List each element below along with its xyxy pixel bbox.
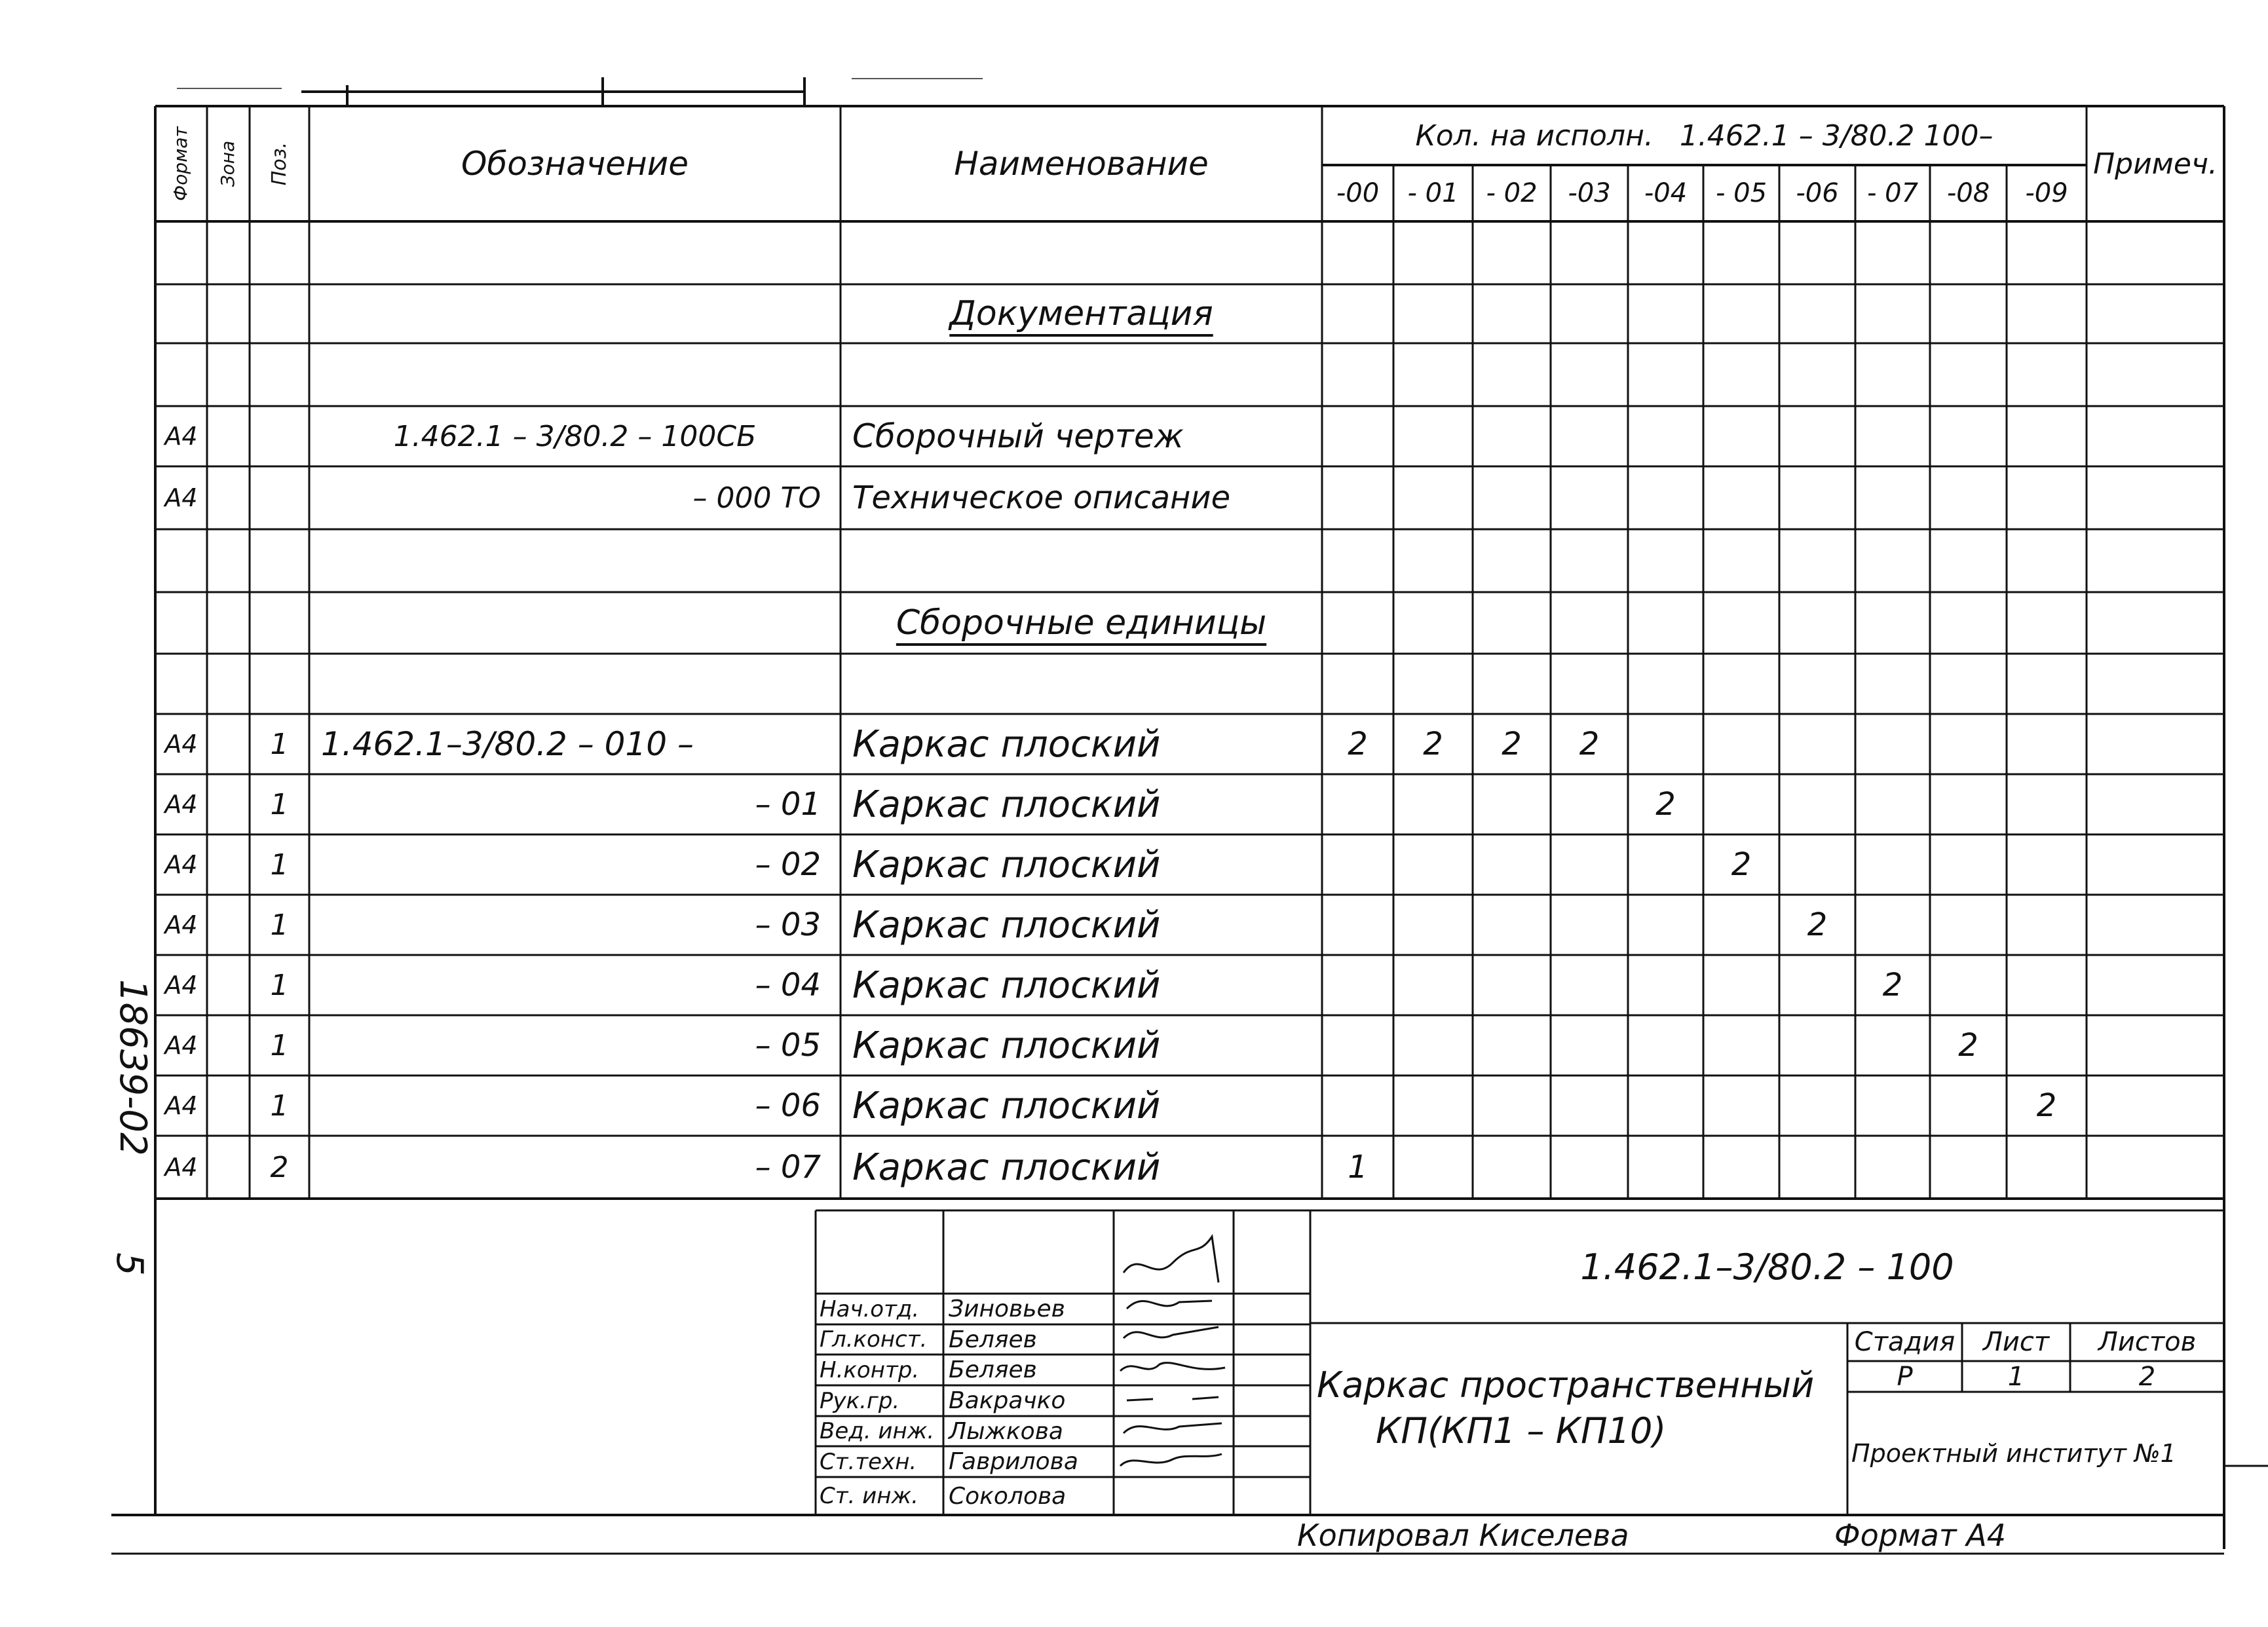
unit-row-3-designation: – 02 [755,846,821,883]
unit-row-4-qty-8 [1930,895,2007,955]
unit-row-1-position: 1 [270,727,289,761]
unit-row-6-qty-0 [1322,1015,1393,1075]
unit-row-5-name: Каркас плоский [852,963,1161,1007]
doc-row-2-name: Техническое описание [852,479,1231,516]
unit-row-2-qty-1 [1393,774,1473,834]
unit-row-8-qty-4 [1628,1136,1703,1199]
unit-row-7-qty-3 [1551,1075,1628,1136]
unit-row-3-qty-4 [1628,834,1703,895]
unit-row-1-qty-8 [1930,714,2007,774]
unit-row-6-designation: – 05 [755,1027,821,1064]
unit-row-8-qty-7 [1855,1136,1930,1199]
unit-row-4-designation: – 03 [755,907,821,943]
unit-row-7-format: А4 [164,1091,198,1120]
unit-row-5-qty-3 [1551,955,1628,1015]
unit-row-5-qty-7: 2 [1882,967,1903,1003]
signer-name: Вакрачко [949,1387,1066,1414]
unit-row-8-position: 2 [270,1150,289,1184]
unit-row-2-position: 1 [270,787,289,821]
qty-header [1322,106,2087,165]
unit-row-3-name: Каркас плоский [852,843,1161,886]
unit-row-5-qty-2 [1473,955,1551,1015]
unit-row-8-qty-8 [1930,1136,2007,1199]
unit-row-1-name: Каркас плоский [852,722,1161,766]
unit-row-4-qty-2 [1473,895,1551,955]
unit-row-8-qty-6 [1779,1136,1855,1199]
unit-row-7-qty-0 [1322,1075,1393,1136]
unit-row-5-designation: – 04 [755,967,821,1003]
unit-row-5-qty-6 [1779,955,1855,1015]
unit-row-6-position: 1 [270,1028,289,1062]
sheets-value: 2 [2138,1361,2156,1392]
signer-name: Лыжкова [949,1417,1063,1445]
unit-row-2-qty-2 [1473,774,1551,834]
unit-row-6-qty-7 [1855,1015,1930,1075]
title-line-2: КП(КП1 – КП10) [1376,1410,1667,1451]
signer-name: Беляев [949,1356,1037,1383]
side-stamp: 18639-02 [111,979,154,1156]
unit-row-5-qty-0 [1322,955,1393,1015]
qty-label: Кол. на исполн. [1415,119,1654,153]
unit-row-1-qty-0: 2 [1348,726,1368,762]
signature-marks [1114,1210,1234,1515]
unit-row-4-qty-9 [2007,895,2087,955]
unit-row-2-designation: – 01 [755,786,821,823]
unit-row-1-qty-3: 2 [1579,726,1600,762]
unit-row-8-qty-3 [1551,1136,1628,1199]
signer-name: Зиновьев [949,1296,1065,1322]
signer-role: Вед. инж. [820,1418,935,1444]
unit-row-2-format: А4 [164,790,198,819]
unit-row-4-qty-5 [1703,895,1779,955]
section-documentation-label: Документация [949,294,1213,333]
unit-row-4-qty-0 [1322,895,1393,955]
unit-row-2-name: Каркас плоский [852,783,1161,826]
unit-row-6-qty-4 [1628,1015,1703,1075]
zone-header: Зона [217,140,238,187]
unit-row-3-format: А4 [164,850,198,879]
unit-row-6-qty-8: 2 [1958,1027,1978,1064]
unit-row-1-qty-6 [1779,714,1855,774]
note-header: Примеч. [2093,147,2218,181]
unit-row-2-qty-6 [1779,774,1855,834]
unit-row-3-qty-9 [2007,834,2087,895]
unit-row-3-qty-2 [1473,834,1551,895]
doc-row-1-name: Сборочный чертеж [852,417,1184,455]
unit-row-7-name: Каркас плоский [852,1084,1161,1127]
unit-row-1-designation: 1.462.1–3/80.2 – 010 – [321,725,694,763]
copied-by: Копировал Киселева [1297,1518,1629,1553]
unit-row-7-position: 1 [270,1089,289,1123]
unit-row-3-qty-0 [1322,834,1393,895]
unit-row-8-name: Каркас плоский [852,1146,1161,1189]
sheet-value: 1 [2007,1361,2025,1392]
signer-role: Н.контр. [820,1356,920,1383]
variant-header-03: -03 [1568,178,1611,208]
unit-row-1-qty-4 [1628,714,1703,774]
unit-row-1-format: А4 [164,730,198,758]
unit-row-2-qty-5 [1703,774,1779,834]
name-header: Наименование [954,145,1209,183]
unit-row-6-name: Каркас плоский [852,1024,1161,1067]
unit-row-5-qty-4 [1628,955,1703,1015]
signer-role: Нач.отд. [820,1296,920,1322]
signer-role: Ст. инж. [820,1483,918,1509]
doc-row-2-designation: – 000 ТО [692,481,821,515]
unit-row-7-qty-5 [1703,1075,1779,1136]
signer-role: Ст.техн. [820,1448,917,1475]
unit-row-5-qty-1 [1393,955,1473,1015]
unit-row-1-qty-9 [2007,714,2087,774]
stage-value: Р [1897,1361,1913,1392]
sheet-mark: 5 [108,1252,151,1276]
unit-row-5-format: А4 [164,971,198,1000]
signer-name: Беляев [949,1326,1037,1353]
variant-header-05: - 05 [1715,178,1767,208]
unit-row-8-designation: – 07 [755,1149,821,1186]
organization: Проектный институт №1 [1851,1439,2176,1468]
variant-header-09: -09 [2025,178,2068,208]
unit-row-1-qty-7 [1855,714,1930,774]
unit-row-2-qty-3 [1551,774,1628,834]
unit-row-6-qty-2 [1473,1015,1551,1075]
unit-row-8-qty-2 [1473,1136,1551,1199]
unit-row-3-qty-8 [1930,834,2007,895]
stage-label: Стадия [1854,1327,1956,1357]
document-title [1317,1362,1841,1506]
position-header: Поз. [268,141,291,186]
unit-row-6-qty-3 [1551,1015,1628,1075]
designation-header: Обозначение [461,145,689,183]
section-assembly-units [841,592,1322,654]
unit-row-1-qty-2: 2 [1502,726,1522,762]
unit-row-3-qty-1 [1393,834,1473,895]
variant-header-00: -00 [1336,178,1380,208]
section-assembly-units-label: Сборочные единицы [896,603,1267,643]
unit-row-8-format: А4 [164,1153,198,1182]
unit-row-1-qty-5 [1703,714,1779,774]
unit-row-3-position: 1 [270,848,289,882]
unit-row-6-format: А4 [164,1031,198,1060]
footer-format: Формат А4 [1834,1518,2006,1553]
unit-row-5-position: 1 [270,968,289,1002]
signer-role: Гл.конст. [820,1326,928,1353]
unit-row-4-qty-4 [1628,895,1703,955]
unit-row-7-qty-8 [1930,1075,2007,1136]
variant-header-07: - 07 [1866,178,1919,208]
unit-row-7-qty-7 [1855,1075,1930,1136]
unit-row-8-qty-0: 1 [1348,1149,1368,1186]
unit-row-7-designation: – 06 [755,1087,821,1124]
unit-row-7-qty-4 [1628,1075,1703,1136]
variant-header-08: -08 [1946,178,1990,208]
unit-row-4-qty-1 [1393,895,1473,955]
variant-header-06: -06 [1796,178,1839,208]
unit-row-7-qty-2 [1473,1075,1551,1136]
format-header: Формат [170,126,191,201]
unit-row-4-qty-3 [1551,895,1628,955]
unit-row-5-qty-5 [1703,955,1779,1015]
unit-row-7-qty-1 [1393,1075,1473,1136]
unit-row-3-qty-3 [1551,834,1628,895]
unit-row-4-name: Каркас плоский [852,903,1161,946]
variant-header-01: - 01 [1407,178,1459,208]
variant-header-04: -04 [1644,178,1688,208]
unit-row-7-qty-9: 2 [2036,1087,2057,1124]
signer-name: Соколова [949,1482,1067,1510]
unit-row-7-qty-6 [1779,1075,1855,1136]
section-documentation [841,284,1322,343]
unit-row-3-qty-6 [1779,834,1855,895]
unit-row-5-qty-8 [1930,955,2007,1015]
unit-row-5-qty-9 [2007,955,2087,1015]
unit-row-3-qty-5: 2 [1731,846,1752,883]
unit-row-6-qty-1 [1393,1015,1473,1075]
signer-name: Гаврилова [949,1448,1078,1475]
unit-row-4-position: 1 [270,908,289,942]
unit-row-6-qty-5 [1703,1015,1779,1075]
doc-code: 1.462.1–3/80.2 – 100 [1580,1246,1954,1288]
doc-row-1-format: А4 [164,422,198,451]
unit-row-2-qty-8 [1930,774,2007,834]
variant-header-02: - 02 [1486,178,1538,208]
unit-row-8-qty-1 [1393,1136,1473,1199]
unit-row-8-qty-5 [1703,1136,1779,1199]
unit-row-2-qty-7 [1855,774,1930,834]
unit-row-6-qty-9 [2007,1015,2087,1075]
signer-role: Рук.гр. [820,1387,900,1414]
unit-row-2-qty-9 [2007,774,2087,834]
unit-row-4-qty-7 [1855,895,1930,955]
title-line-1: Каркас пространственный [1317,1364,1815,1406]
doc-row-2-format: А4 [164,483,198,512]
unit-row-6-qty-6 [1779,1015,1855,1075]
unit-row-2-qty-4: 2 [1655,786,1676,823]
sheet-label: Лист [1982,1327,2050,1357]
unit-row-4-format: А4 [164,910,198,939]
unit-row-1-qty-1: 2 [1423,726,1443,762]
qty-code: 1.462.1 – 3/80.2 100– [1679,119,1994,153]
unit-row-3-qty-7 [1855,834,1930,895]
unit-row-2-qty-0 [1322,774,1393,834]
unit-row-8-qty-9 [2007,1136,2087,1199]
doc-row-1-designation: 1.462.1 – 3/80.2 – 100СБ [393,419,757,453]
unit-row-4-qty-6: 2 [1807,907,1828,943]
sheets-label: Листов [2098,1327,2197,1357]
